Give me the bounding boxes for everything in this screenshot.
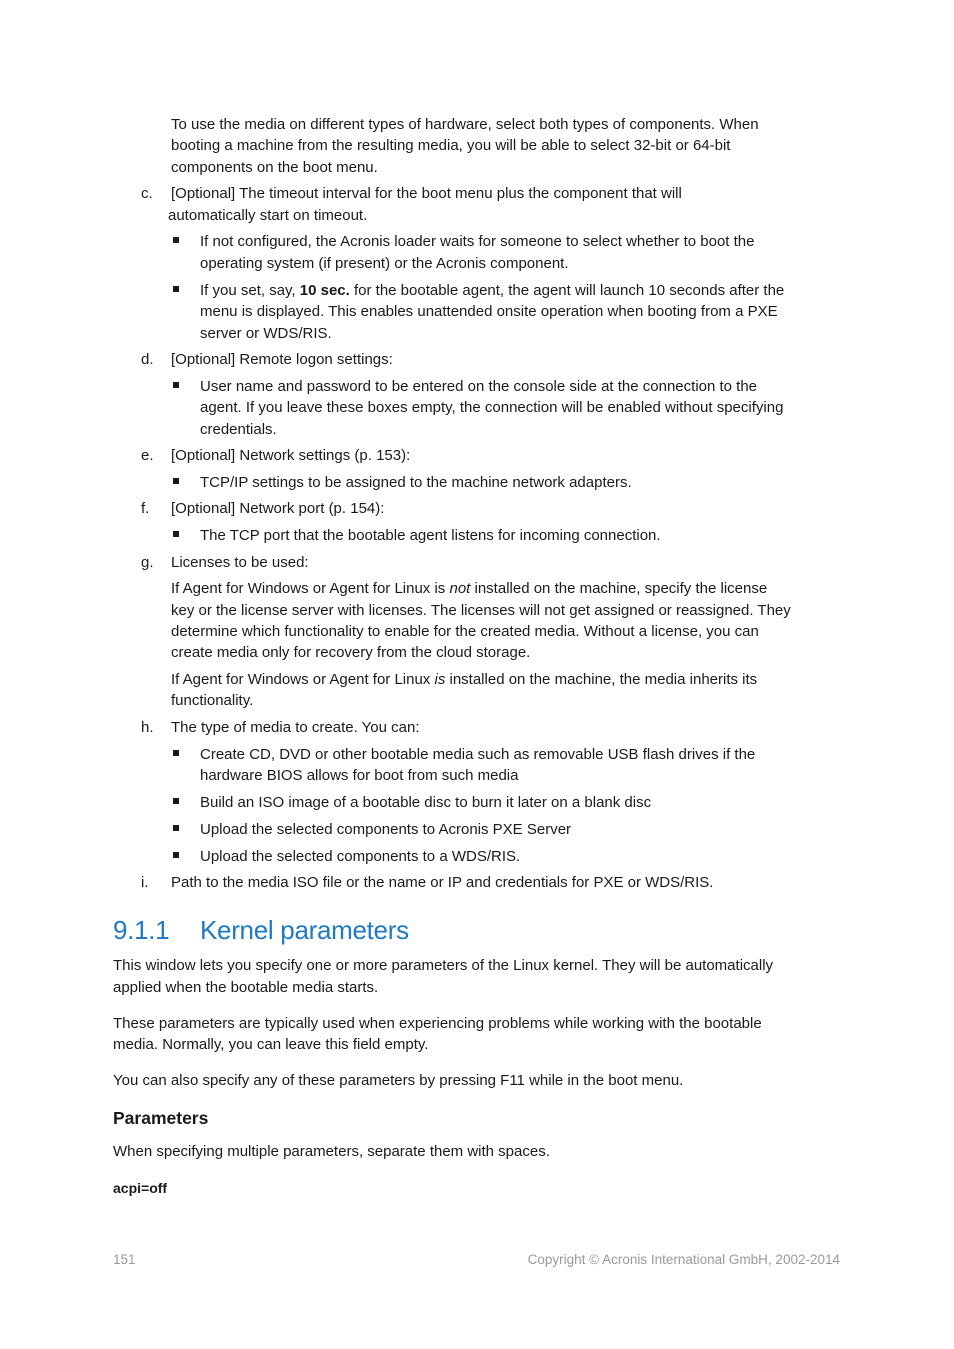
bullet-text: agent. If you leave these boxes empty, the connection will be enabled without specifying: [200, 399, 784, 416]
text-run: If Agent for Windows or Agent for Linux is: [171, 580, 450, 597]
bullet-text: credentials.: [200, 421, 277, 438]
section-number: 9.1.1: [113, 915, 170, 945]
bullet-icon: [173, 237, 179, 243]
item-i-text: Path to the media ISO file or the name or IP and credentials for PXE or WDS/RIS.: [171, 874, 714, 891]
bullet-text: server or WDS/RIS.: [200, 325, 332, 342]
parameter-name: acpi=off: [113, 1180, 168, 1196]
bullet-text: TCP/IP settings to be assigned to the machine network adapters.: [200, 474, 632, 491]
intro-line: booting a machine from the resulting media, you will be able to select 32-bit or 64-bit: [171, 137, 731, 154]
bullet-icon: [173, 798, 179, 804]
text-run: installed on the machine, the media inherits its: [445, 671, 758, 688]
item-label-h: h.: [141, 719, 154, 736]
bullet-text: [200, 280, 784, 302]
intro-line: components on the boot menu.: [171, 159, 378, 176]
bullet-text: Upload the selected components to Acronis PXE Server: [200, 821, 572, 838]
text-run: If Agent for Windows or Agent for Linux: [171, 671, 435, 688]
item-f-text: [Optional] Network port (p. 154):: [171, 500, 385, 517]
section-paragraph: applied when the bootable media starts.: [113, 979, 379, 996]
item-c-text: [Optional] The timeout interval for the boot menu plus the component that will: [171, 185, 682, 202]
bullet-icon: [173, 825, 179, 831]
section-paragraph: When specifying multiple parameters, separate them with spaces.: [113, 1143, 550, 1160]
bullet-text: Create CD, DVD or other bootable media such as removable USB flash drives if the: [200, 746, 756, 763]
bullet-text: If not configured, the Acronis loader waits for someone to select whether to boot the: [200, 233, 755, 250]
section-heading: [113, 912, 409, 948]
bullet-text: Build an ISO image of a bootable disc to burn it later on a blank disc: [200, 794, 652, 811]
emphasis: not: [449, 580, 471, 597]
bold-value: 10 sec.: [299, 282, 350, 299]
item-c-text: automatically start on timeout.: [168, 207, 368, 224]
section-paragraph: media. Normally, you can leave this field empty.: [113, 1036, 429, 1053]
intro-line: To use the media on different types of hardware, select both types of components. When: [171, 116, 759, 133]
item-g-paragraph: [171, 578, 767, 600]
item-label-i: i.: [141, 874, 149, 891]
section-paragraph: This window lets you specify one or more parameters of the Linux kernel. They will be automatically: [113, 957, 774, 974]
item-g-paragraph: key or the license server with licenses. The licenses will not get assigned or reassigned. They: [171, 602, 791, 619]
item-label-d: d.: [141, 351, 154, 368]
item-g-paragraph: determine which functionality to enable for the created media. Without a license, you can: [171, 623, 759, 640]
item-e-text: [Optional] Network settings (p. 153):: [171, 447, 411, 464]
text-run: installed on the machine, specify the license: [470, 580, 768, 597]
item-d-text: [Optional] Remote logon settings:: [171, 351, 393, 368]
bullet-text: operating system (if present) or the Acronis component.: [200, 255, 569, 272]
copyright: Copyright © Acronis International GmbH, 2002-2014: [527, 1252, 840, 1267]
subheading-parameters: Parameters: [113, 1108, 209, 1128]
bullet-icon: [173, 286, 179, 292]
item-label-c: c.: [141, 185, 153, 202]
item-label-f: f.: [141, 500, 150, 517]
item-g-paragraph: functionality.: [171, 692, 254, 709]
text-run: for the bootable agent, the agent will launch 10 seconds after the: [349, 282, 785, 299]
item-label-e: e.: [141, 447, 154, 464]
bullet-icon: [173, 478, 179, 484]
bullet-text: Upload the selected components to a WDS/RIS.: [200, 848, 521, 865]
page-number: 151: [113, 1252, 136, 1267]
item-label-g: g.: [141, 554, 154, 571]
bullet-icon: [173, 750, 179, 756]
bullet-text: hardware BIOS allows for boot from such media: [200, 767, 519, 784]
item-h-text: The type of media to create. You can:: [171, 719, 420, 736]
section-paragraph: You can also specify any of these parameters by pressing F11 while in the boot menu.: [113, 1072, 684, 1089]
bullet-icon: [173, 852, 179, 858]
bullet-text: The TCP port that the bootable agent listens for incoming connection.: [200, 527, 661, 544]
text-run: If you set, say,: [200, 282, 300, 299]
item-g-paragraph: create media only for recovery from the cloud storage.: [171, 644, 531, 661]
section-title: Kernel parameters: [200, 915, 409, 945]
bullet-icon: [173, 531, 179, 537]
item-g-paragraph: [171, 669, 757, 691]
bullet-text: User name and password to be entered on the console side at the connection to the: [200, 378, 758, 395]
item-g-text: Licenses to be used:: [171, 554, 309, 571]
emphasis: is: [434, 671, 446, 688]
section-paragraph: These parameters are typically used when experiencing problems while working with the bootable: [113, 1015, 762, 1032]
bullet-icon: [173, 382, 179, 388]
bullet-text: menu is displayed. This enables unattended onsite operation when booting from a PXE: [200, 303, 778, 320]
